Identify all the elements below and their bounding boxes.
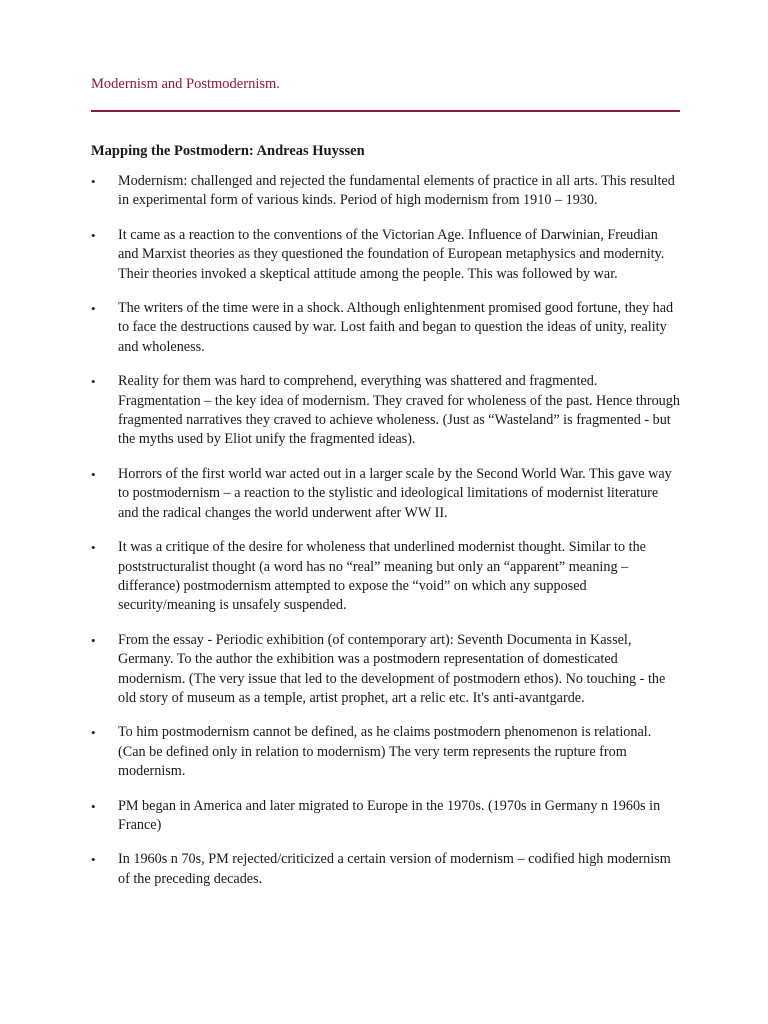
bullet-icon: • (91, 632, 96, 648)
list-item (91, 631, 681, 709)
section-heading: Mapping the Postmodern: Andreas Huyssen (91, 143, 365, 159)
bullet-icon: • (91, 852, 96, 868)
list-item-text: Modernism: challenged and rejected the fundamental elements of practice in all arts. This resulted in experimental form of various kinds. Period of high modernism from 1910 – 1930. (118, 173, 675, 209)
list-item-text: In 1960s n 70s, PM rejected/criticized a certain version of modernism – codified high modernism of the preceding decades. (118, 851, 671, 887)
list-item (91, 172, 681, 211)
list-item-text: The writers of the time were in a shock. Although enlightenment promised good fortune, they had to face the destructions caused by war. Lost faith and began to question the ideas of unity, reality and wholeness. (118, 300, 674, 355)
document-title: Modernism and Postmodernism. (91, 76, 280, 92)
list-item-text: From the essay - Periodic exhibition (of contemporary art): Seventh Documenta in Kassel, Germany. To the author the exhibition was a postmodern representation of domesticated modernism. (The very issue that led to the development of postmodern ethos). No touching - the old story of museum as a temple, artist prophet, art a relic etc. It's anti-avantgarde. (118, 631, 666, 706)
bullet-icon: • (91, 540, 96, 556)
bullet-icon: • (91, 466, 96, 482)
list-item (91, 797, 681, 836)
list-item-text: Reality for them was hard to comprehend, everything was shattered and fragmented. Fragmentation – the key idea of modernism. They craved for wholeness of the past. Hence through fragmented narratives they craved to achieve wholeness. (Just as “Wasteland” is fragmented - but the myths used by Eliot unify the fragmented ideas). (118, 373, 680, 448)
list-item (91, 226, 681, 284)
list-item-text: It was a critique of the desire for wholeness that underlined modernist thought. Similar to the poststructuralist thought (a word has no “real” meaning but only an “apparent” meaning – differance) postmodernism attempted to expose the “void” on which any supposed security/meaning is unsafely suspended. (118, 539, 646, 614)
bullet-icon: • (91, 174, 96, 189)
bullet-icon: • (91, 227, 96, 243)
bullet-list (91, 172, 681, 904)
list-item (91, 723, 681, 781)
list-item (91, 465, 681, 523)
list-item (91, 850, 681, 889)
list-item (91, 538, 681, 616)
list-item-text: PM began in America and later migrated to Europe in the 1970s. (1970s in Germany n 1960s in France) (118, 797, 661, 833)
bullet-icon: • (91, 374, 96, 390)
list-item-text: To him postmodernism cannot be defined, as he claims postmodern phenomenon is relational. (Can be defined only in relation to modernism) The very term represents the rupture from modernism. (118, 724, 652, 780)
list-item-text: Horrors of the first world war acted out in a larger scale by the Second World War. This gave way to postmodernism – a reaction to the stylistic and ideological limitations of modernist literature and the radical changes the world underwent after WW II. (118, 465, 672, 521)
list-item (91, 299, 681, 357)
title-divider (91, 110, 680, 112)
bullet-icon: • (91, 798, 96, 814)
bullet-icon: • (91, 725, 96, 741)
list-item-text: It came as a reaction to the conventions of the Victorian Age. Influence of Darwinian, Freudian and Marxist theories as they questioned the foundation of European metaphysics and modernity. Their theories invoked a skeptical attitude among the people. This was followed by war. (118, 226, 665, 282)
list-item (91, 372, 681, 450)
bullet-icon: • (91, 301, 96, 317)
